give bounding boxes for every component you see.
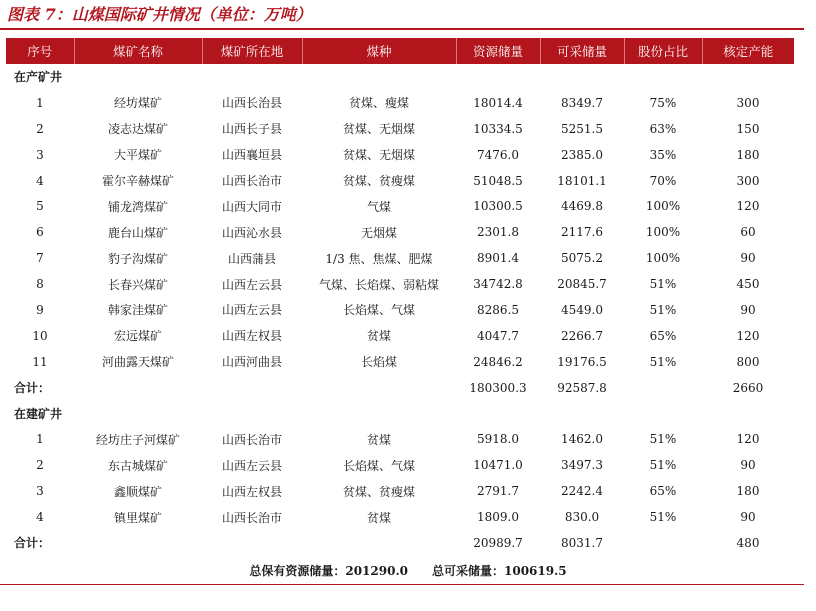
cell-mine-name: 经坊煤矿 (113, 96, 162, 111)
cell-capacity: 180 (736, 484, 760, 499)
cell-capacity: 120 (736, 328, 760, 343)
cell-recoverable: 4469.8 (561, 199, 603, 214)
cell-index: 10 (32, 328, 48, 343)
cell-share: 51% (649, 510, 677, 525)
table-row (6, 504, 794, 530)
cell-location: 山西长子县 (221, 122, 282, 137)
total-recoverable: 8031.7 (561, 535, 603, 550)
cell-recoverable: 5251.5 (561, 121, 603, 136)
header-mine-name: 煤矿名称 (74, 38, 202, 64)
cell-share: 51% (649, 458, 677, 473)
table-row (6, 452, 794, 478)
header-share: 股份占比 (624, 38, 702, 64)
cell-location: 山西长治县 (221, 96, 282, 111)
cell-mine-name: 霍尔辛赫煤矿 (101, 174, 174, 188)
title-rule (0, 28, 804, 30)
cell-recoverable: 19176.5 (557, 354, 607, 369)
cell-share: 100% (645, 199, 681, 214)
table-body (6, 64, 794, 556)
cell-capacity: 90 (740, 251, 756, 266)
header-recoverable: 可采储量 (540, 38, 624, 64)
table-header-row (6, 38, 794, 64)
cell-capacity: 300 (736, 173, 760, 188)
cell-capacity: 90 (740, 510, 756, 525)
cell-location: 山西左权县 (221, 329, 282, 344)
cell-recoverable: 18101.1 (557, 173, 607, 188)
cell-recoverable: 5075.2 (561, 251, 603, 266)
cell-recoverable: 3497.3 (561, 458, 603, 473)
total-resource: 20989.7 (473, 535, 523, 550)
cell-share: 51% (649, 432, 677, 447)
cell-location: 山西蒲县 (227, 251, 276, 266)
cell-index: 4 (36, 173, 44, 188)
table-row (6, 426, 794, 452)
cell-coal-type: 贫煤、无烟煤 (342, 148, 415, 163)
cell-capacity: 120 (736, 199, 760, 214)
cell-resource: 4047.7 (477, 328, 519, 343)
cell-share: 51% (649, 354, 677, 369)
cell-coal-type: 1/3 焦、焦煤、肥煤 (325, 251, 433, 266)
cell-recoverable: 20845.7 (557, 277, 607, 292)
cell-resource: 8901.4 (477, 251, 519, 266)
cell-resource: 2791.7 (477, 484, 519, 499)
cell-recoverable: 830.0 (564, 510, 600, 525)
section-row (6, 401, 794, 427)
cell-share: 65% (649, 328, 677, 343)
cell-resource: 24846.2 (473, 354, 523, 369)
section-label: 在产矿井 (14, 70, 63, 85)
cell-recoverable: 2385.0 (561, 147, 603, 162)
cell-share: 35% (649, 147, 677, 162)
cell-mine-name: 凌志达煤矿 (107, 122, 168, 137)
table-row (6, 271, 794, 297)
cell-index: 7 (36, 251, 44, 266)
cell-share: 75% (649, 95, 677, 110)
cell-index: 2 (36, 121, 44, 136)
header-location: 煤矿所在地 (202, 38, 302, 64)
total-recoverable-text: 总可采储量：100619.5 (432, 564, 567, 578)
cell-share: 100% (645, 225, 681, 240)
cell-mine-name: 东古城煤矿 (107, 458, 168, 473)
header-coal-type: 煤种 (302, 38, 456, 64)
cell-mine-name: 豹子沟煤矿 (107, 251, 168, 266)
cell-index: 1 (36, 95, 44, 110)
total-label: 合计： (14, 381, 51, 396)
cell-location: 山西长治市 (221, 510, 282, 525)
cell-location: 山西左云县 (221, 458, 282, 473)
cell-coal-type: 贫煤、瘦煤 (348, 96, 409, 111)
total-capacity: 480 (736, 535, 760, 550)
table-row (6, 116, 794, 142)
cell-resource: 34742.8 (473, 277, 523, 292)
cell-coal-type: 长焰煤、气煤 (342, 303, 415, 318)
cell-resource: 51048.5 (473, 173, 523, 188)
cell-resource: 10334.5 (473, 121, 523, 136)
cell-location: 山西长治市 (221, 174, 282, 188)
cell-recoverable: 2266.7 (561, 328, 603, 343)
cell-coal-type: 贫煤 (366, 510, 391, 525)
cell-share: 51% (649, 277, 677, 292)
cell-capacity: 90 (740, 302, 756, 317)
figure-title: 图表 7：山煤国际矿井情况（单位：万吨） (7, 5, 312, 24)
cell-resource: 7476.0 (477, 147, 519, 162)
cell-capacity: 60 (740, 225, 756, 240)
cell-index: 6 (36, 225, 44, 240)
table-row (6, 193, 794, 219)
cell-share: 70% (649, 173, 677, 188)
total-resource-text: 总保有资源储量：201290.0 (249, 564, 408, 578)
cell-mine-name: 鹿台山煤矿 (107, 225, 168, 240)
total-empty (74, 375, 202, 401)
cell-mine-name: 大平煤矿 (113, 148, 162, 163)
header-index: 序号 (6, 38, 74, 64)
cell-resource: 2301.8 (477, 225, 519, 240)
cell-capacity: 800 (736, 354, 760, 369)
cell-mine-name: 长春兴煤矿 (107, 277, 168, 292)
table-row (6, 168, 794, 194)
cell-index: 5 (36, 199, 44, 214)
bottom-rule (0, 584, 804, 585)
total-recoverable: 92587.8 (557, 380, 607, 395)
cell-index: 4 (36, 510, 44, 525)
table-row (6, 323, 794, 349)
total-resource: 180300.3 (469, 380, 527, 395)
total-empty (624, 375, 702, 401)
table-row (6, 90, 794, 116)
cell-share: 65% (649, 484, 677, 499)
cell-share: 100% (645, 251, 681, 266)
table-row (6, 297, 794, 323)
cell-coal-type: 无烟煤 (360, 225, 397, 240)
section-label: 在建矿井 (14, 407, 63, 422)
cell-mine-name: 铺龙湾煤矿 (107, 199, 168, 214)
table-row (6, 245, 794, 271)
cell-resource: 8286.5 (477, 302, 519, 317)
cell-coal-type: 气煤 (366, 199, 391, 214)
cell-recoverable: 1462.0 (561, 432, 603, 447)
total-empty (202, 530, 302, 556)
cell-capacity: 300 (736, 95, 760, 110)
cell-resource: 5918.0 (477, 432, 519, 447)
table-row (6, 478, 794, 504)
cell-index: 9 (36, 302, 44, 317)
cell-index: 3 (36, 484, 44, 499)
cell-location: 山西左云县 (221, 277, 282, 292)
header-resource: 资源储量 (456, 38, 540, 64)
cell-location: 山西长治市 (221, 432, 282, 447)
cell-resource: 18014.4 (473, 95, 523, 110)
cell-location: 山西沁水县 (221, 225, 282, 240)
cell-location: 山西河曲县 (221, 355, 282, 370)
cell-recoverable: 4549.0 (561, 302, 603, 317)
cell-coal-type: 贫煤、无烟煤 (342, 122, 415, 137)
cell-index: 8 (36, 277, 44, 292)
cell-coal-type: 贫煤 (366, 329, 391, 344)
cell-coal-type: 长焰煤、气煤 (342, 458, 415, 473)
cell-coal-type: 贫煤 (366, 432, 391, 447)
cell-coal-type: 贫煤、贫瘦煤 (342, 174, 415, 188)
cell-coal-type: 气煤、长焰煤、弱粘煤 (318, 277, 439, 292)
cell-location: 山西大同市 (221, 199, 282, 214)
cell-coal-type: 长焰煤 (360, 355, 397, 370)
cell-index: 1 (36, 432, 44, 447)
cell-capacity: 150 (736, 121, 760, 136)
cell-share: 51% (649, 302, 677, 317)
total-capacity: 2660 (732, 380, 764, 395)
cell-recoverable: 2242.4 (561, 484, 603, 499)
header-capacity: 核定产能 (702, 38, 794, 64)
total-empty (202, 375, 302, 401)
total-empty (302, 375, 456, 401)
cell-index: 11 (32, 354, 48, 369)
cell-capacity: 180 (736, 147, 760, 162)
cell-recoverable: 2117.6 (561, 225, 603, 240)
mines-table (6, 38, 794, 556)
cell-resource: 10471.0 (473, 458, 523, 473)
cell-mine-name: 鑫顺煤矿 (113, 484, 162, 499)
total-row (6, 375, 794, 401)
total-empty (302, 530, 456, 556)
cell-resource: 1809.0 (477, 510, 519, 525)
summary-line (0, 562, 816, 580)
cell-mine-name: 经坊庄子河煤矿 (95, 432, 180, 447)
cell-recoverable: 8349.7 (561, 95, 603, 110)
table-row (6, 219, 794, 245)
cell-capacity: 450 (736, 277, 760, 292)
cell-resource: 10300.5 (473, 199, 523, 214)
cell-share: 63% (649, 121, 677, 136)
total-empty (74, 530, 202, 556)
table-row (6, 349, 794, 375)
cell-index: 2 (36, 458, 44, 473)
cell-mine-name: 河曲露天煤矿 (101, 355, 174, 370)
cell-location: 山西左云县 (221, 303, 282, 318)
cell-mine-name: 韩家洼煤矿 (107, 303, 168, 318)
cell-mine-name: 镇里煤矿 (113, 510, 162, 525)
total-label: 合计： (14, 536, 51, 551)
total-row (6, 530, 794, 556)
total-empty (624, 530, 702, 556)
cell-capacity: 120 (736, 432, 760, 447)
cell-location: 山西左权县 (221, 484, 282, 499)
table-row (6, 142, 794, 168)
section-row (6, 64, 794, 90)
cell-location: 山西襄垣县 (221, 148, 282, 163)
cell-capacity: 90 (740, 458, 756, 473)
cell-index: 3 (36, 147, 44, 162)
cell-mine-name: 宏远煤矿 (113, 329, 162, 344)
cell-coal-type: 贫煤、贫瘦煤 (342, 484, 415, 499)
